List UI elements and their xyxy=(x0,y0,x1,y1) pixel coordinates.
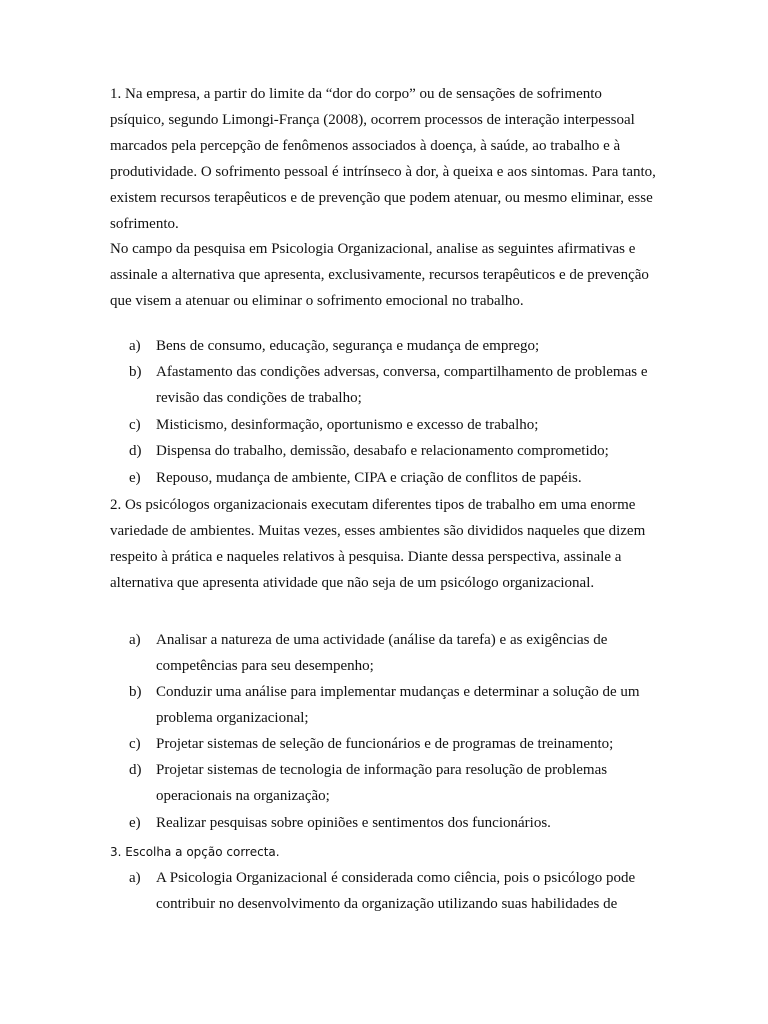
option-letter: e) xyxy=(129,814,141,831)
option-text: Conduzir uma análise para implementar mudanças e determinar a solução de um problema organizacional; xyxy=(156,684,640,727)
option-item xyxy=(129,628,659,680)
option-letter: b) xyxy=(129,364,142,381)
option-text: Repouso, mudança de ambiente, CIPA e criação de conflitos de papéis. xyxy=(156,469,582,486)
option-letter: c) xyxy=(129,736,141,753)
option-item xyxy=(129,758,659,810)
option-item xyxy=(129,732,659,758)
question-3-options xyxy=(129,866,659,918)
option-letter: e) xyxy=(129,469,141,486)
option-text: Projetar sistemas de seleção de funcionários e de programas de treinamento; xyxy=(156,736,614,753)
option-item xyxy=(129,334,659,360)
option-letter: d) xyxy=(129,762,142,779)
option-letter: d) xyxy=(129,443,142,460)
option-item xyxy=(129,439,659,465)
option-letter: a) xyxy=(129,632,141,648)
option-item xyxy=(129,680,659,732)
option-item xyxy=(129,413,659,439)
option-letter: b) xyxy=(129,684,142,701)
option-text: Dispensa do trabalho, demissão, desabafo e relacionamento comprometido; xyxy=(156,443,609,460)
option-text: Bens de consumo, educação, segurança e mudança de emprego; xyxy=(156,338,540,354)
question-1-options xyxy=(129,334,659,492)
option-item xyxy=(129,866,659,918)
option-text: Realizar pesquisas sobre opiniões e sentimentos dos funcionários. xyxy=(156,814,551,831)
question-1-prompt: No campo da pesquisa em Psicologia Organizacional, analise as seguintes afirmativas e assinale a alternativa que apresenta, exclusivamente, recursos terapêuticos e de prevenção que visem a atenuar ou eliminar o sofrimento emocional no trabalho. xyxy=(110,241,649,310)
option-letter: a) xyxy=(129,870,141,886)
option-text: Projetar sistemas de tecnologia de informação para resolução de problemas operacionais na organização; xyxy=(156,762,608,805)
option-text: A Psicologia Organizacional é considerada como ciência, pois o psicólogo pode contribuir no desenvolvimento da organização utilizando suas habilidades de xyxy=(156,870,636,912)
option-letter: c) xyxy=(129,416,141,433)
option-item xyxy=(129,811,659,837)
question-1 xyxy=(110,82,658,315)
option-text: Afastamento das condições adversas, conversa, compartilhamento de problemas e revisão das condições de trabalho; xyxy=(156,364,648,407)
option-letter: a) xyxy=(129,338,141,354)
option-item xyxy=(129,466,659,492)
option-text: Analisar a natureza de uma actividade (análise da tarefa) e as exigências de competências para seu desempenho; xyxy=(156,632,608,674)
question-2 xyxy=(110,493,658,597)
question-3 xyxy=(110,842,658,862)
option-text: Misticismo, desinformação, oportunismo e excesso de trabalho; xyxy=(156,416,539,433)
question-2-intro: 2. Os psicólogos organizacionais executam diferentes tipos de trabalho em uma enorme variedade de ambientes. Muitas vezes, esses ambientes são divididos naqueles que dizem respeito à prática e naqueles relativos à pesquisa. Diante dessa perspectiva, assinale a alternativa que apresenta atividade que não seja de um psicólogo organizacional. xyxy=(110,497,646,591)
question-3-intro: 3. Escolha a opção correcta. xyxy=(110,845,280,859)
option-item xyxy=(129,360,659,412)
question-2-options xyxy=(129,628,659,837)
question-1-intro: 1. Na empresa, a partir do limite da “dor do corpo” ou de sensações de sofrimento psíquico, segundo Limongi-França (2008), ocorrem processos de interação interpessoal marcados pela percepção de fenômenos associados à doença, à saúde, ao trabalho e à produtividade. O sofrimento pessoal é intrínseco à dor, à queixa e aos sintomas. Para tanto, existem recursos terapêuticos e de prevenção que podem atenuar, ou mesmo eliminar, esse sofrimento. xyxy=(110,86,656,232)
